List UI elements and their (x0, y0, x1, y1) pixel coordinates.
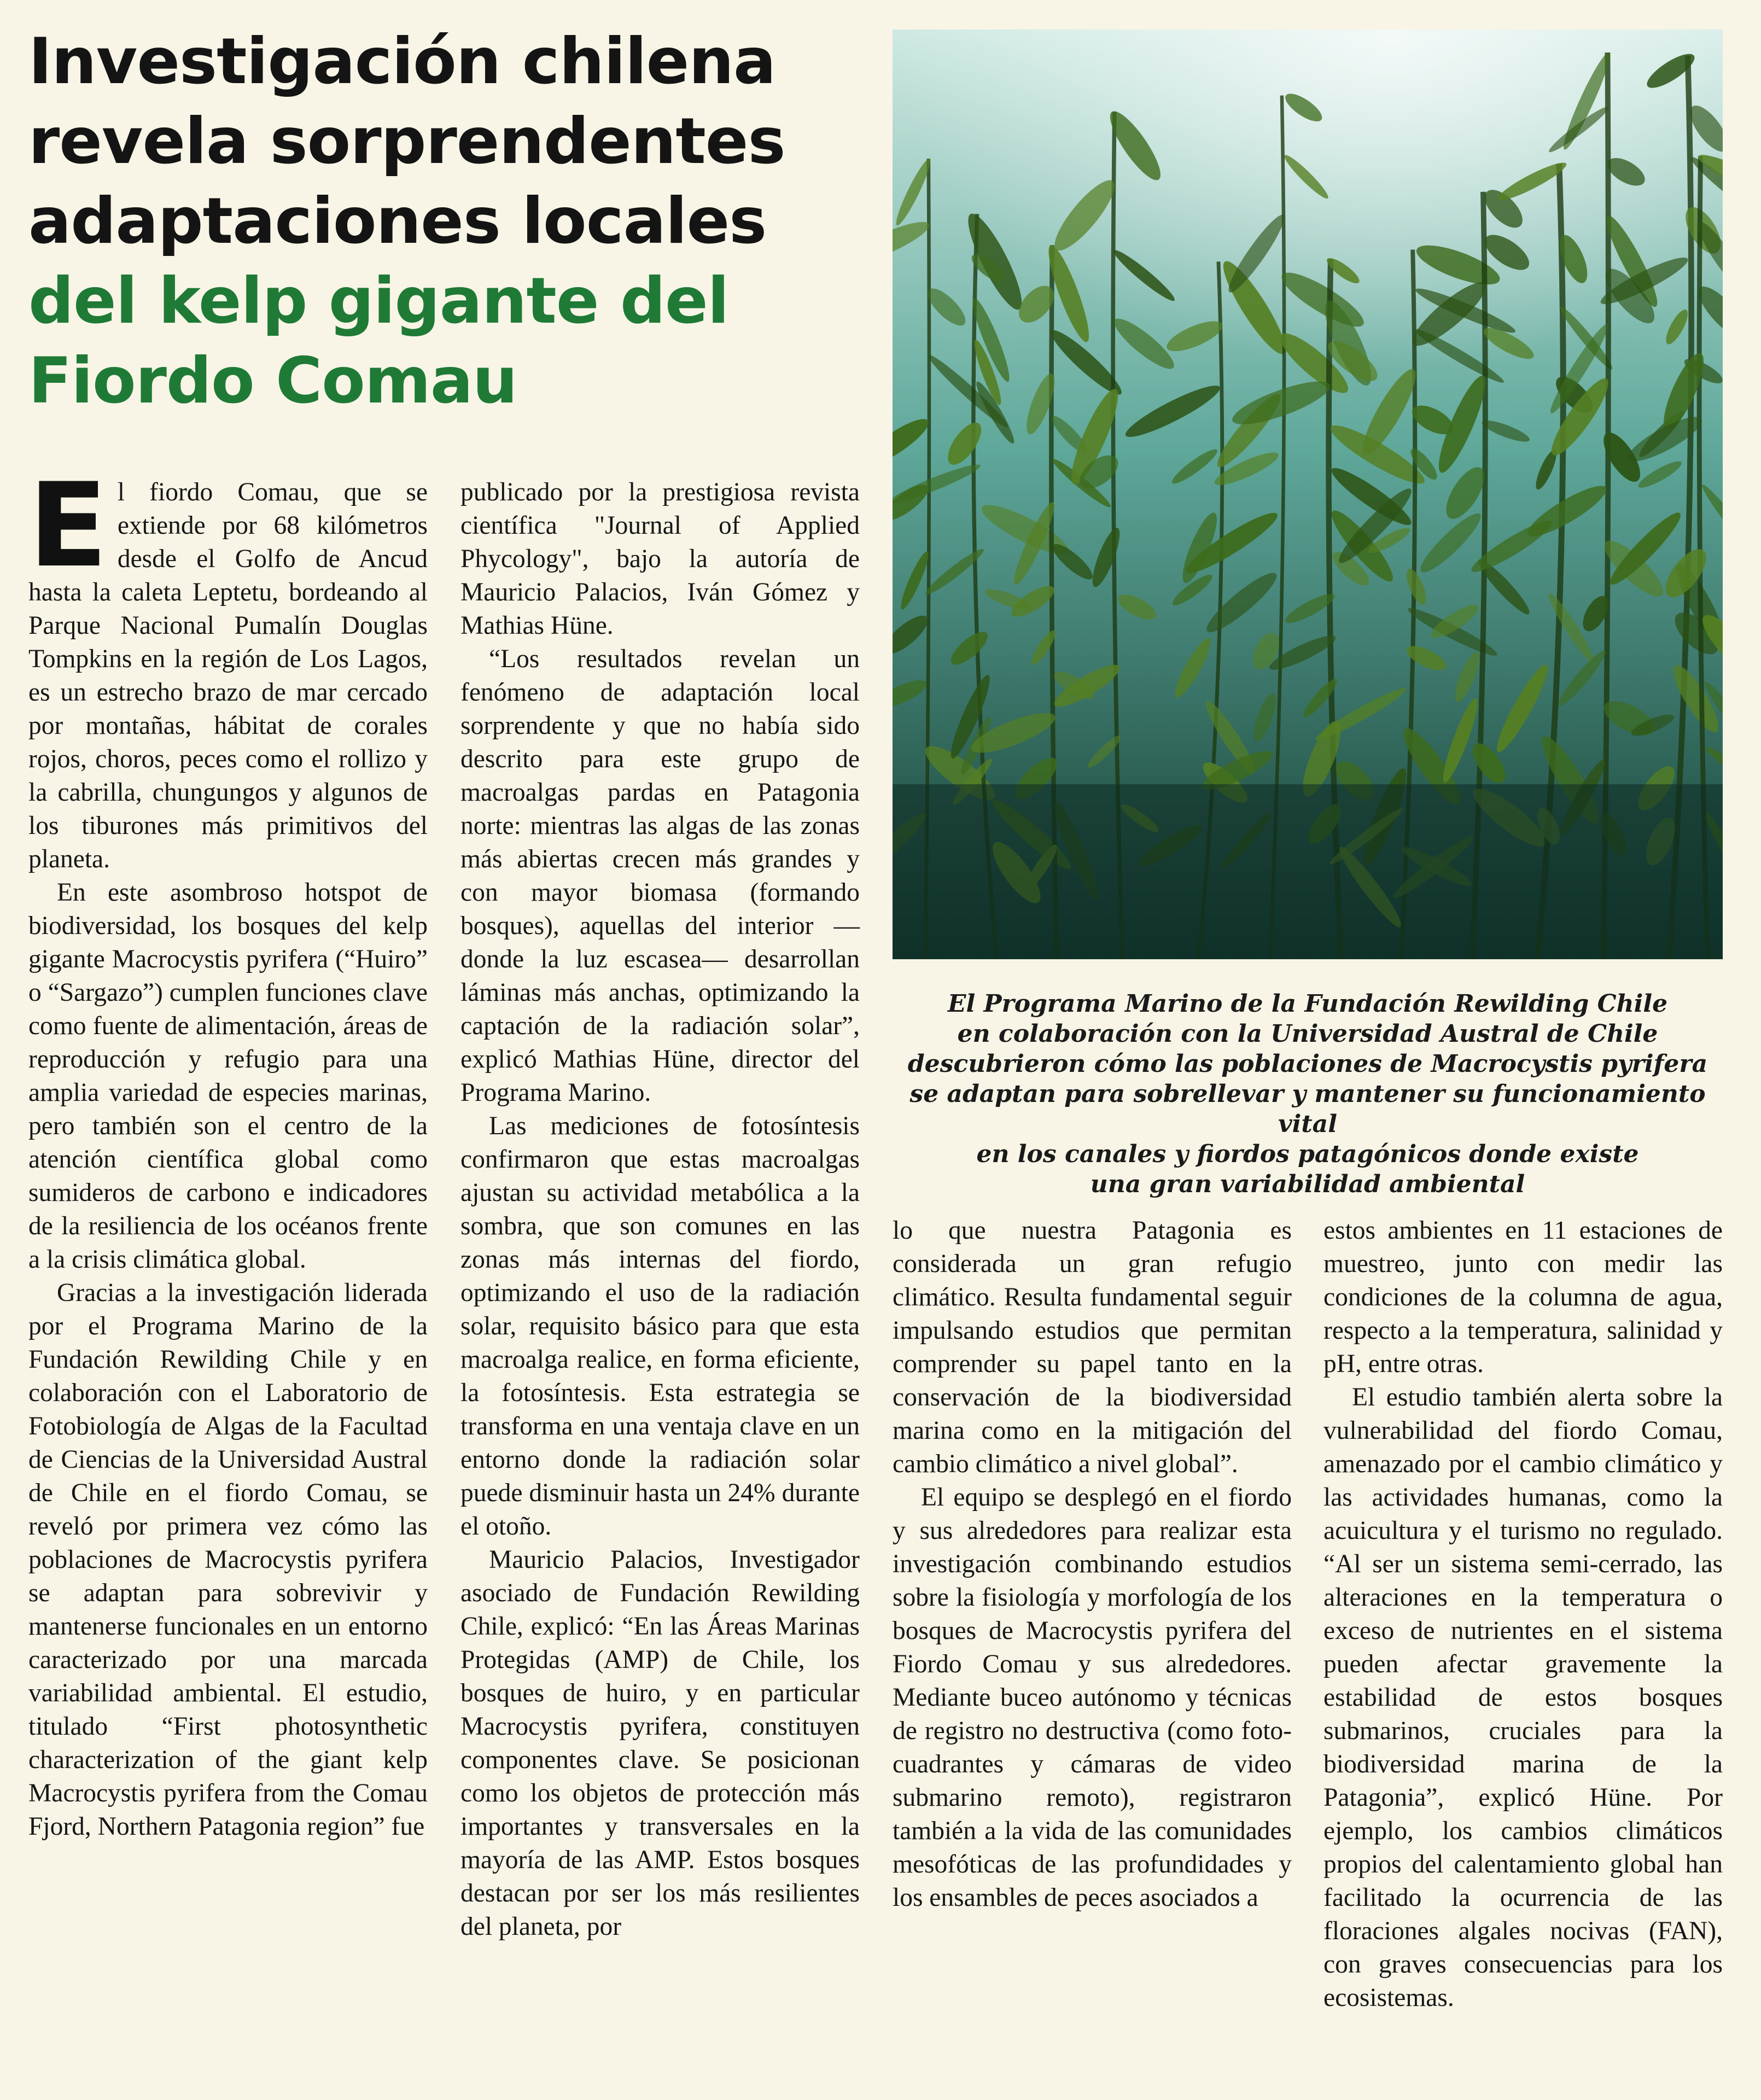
article-paragraph: lo que nuestra Patagonia es considerada un gran refugio climático. Resulta fundamental seguir impulsando estudios que permitan comprender su papel tanto en la conservación de la biodiversidad marina como en la mitigación del cambio climático a nivel global”. (893, 1216, 1292, 1478)
kelp-forest-illustration (893, 30, 1723, 959)
drop-cap: E (28, 458, 108, 593)
caption-line: en colaboración con la Universidad Austral de Chile (957, 1020, 1658, 1048)
article-paragraph: Las mediciones de fotosíntesis confirmaron que estas macroalgas ajustan su actividad metabólica a la sombra, que son comunes en las zonas más internas del fiordo, optimizando el uso de la radiación solar, requisito básico para que esta macroalga realice, en forma eficiente, la fotosíntesis. Esta estrategia se transforma en una ventaja clave en un entorno donde la radiación solar puede disminuir hasta un 24% durante el otoño. (460, 1112, 860, 1541)
photo-caption (893, 989, 1723, 1199)
article-paragraph: Mauricio Palacios, Investigador asociado de Fundación Rewilding Chile, explicó: “En las Áreas Marinas Protegidas (AMP) de Chile, los bosques de huiro, y en particular Macrocystis pyrifera, constituyen componentes clave. Se posicionan como los objetos de protección más importantes y transversales en la mayoría de las AMP. Estos bosques destacan por ser los más resilientes del planeta, por (460, 1545, 860, 1941)
article-paragraph (28, 458, 428, 876)
headline-line: revela sorprendentes (28, 104, 785, 178)
headline (28, 22, 882, 421)
article-paragraph: “Los resultados revelan un fenómeno de adaptación local sorprendente y que no había sido descrito para este grupo de macroalgas pardas en Patagonia norte: mientras las algas de las zonas más abiertas crecen más grandes y con mayor biomasa (formando bosques), aquellas del interior —donde la luz escasea— desarrollan láminas más anchas, optimizando la captación de la radiación solar”, explicó Mathias Hüne, director del Programa Marino. (460, 645, 860, 1107)
article-paragraph: publicado por la prestigiosa revista científica "Journal of Applied Phycology", bajo la autoría de Mauricio Palacios, Iván Gómez y Mathias Hüne. (460, 478, 860, 640)
article-column-1 (28, 458, 428, 1844)
caption-line: El Programa Marino de la Fundación Rewilding Chile (947, 990, 1668, 1018)
caption-line: se adaptan para sobrellevar y mantener su funcionamiento vital (909, 1080, 1706, 1138)
article-column-3 (893, 1214, 1292, 1915)
headline-line: Investigación chilena (28, 25, 776, 98)
headline-line: adaptaciones locales (28, 184, 767, 258)
kelp-forest-photo (893, 30, 1723, 959)
caption-line: una gran variabilidad ambiental (1090, 1170, 1525, 1198)
article-column-2 (460, 476, 860, 1944)
article-paragraph: El equipo se desplegó en el fiordo y sus alrededores para realizar esta investigación combinando estudios sobre la fisiología y morfología de los bosques de Macrocystis pyrifera del Fiordo Comau y sus alrededores. Mediante buceo autónomo y técnicas de registro no destructiva (como foto-cuadrantes y cámaras de video submarino remoto), registraron también a la vida de las comunidades mesofóticas de las profundidades y los ensambles de peces asociados a (893, 1483, 1292, 1912)
article-paragraph: Gracias a la investigación liderada por el Programa Marino de la Fundación Rewilding Chile y en colaboración con el Laboratorio de Fotobiología de Algas de la Facultad de Ciencias de la Universidad Austral de Chile en el fiordo Comau, se reveló por primera vez cómo las poblaciones de Macrocystis pyrifera se adaptan para sobrevivir y mantenerse funcionales en un entorno caracterizado por una marcada variabilidad ambiental. El estudio, titulado “First photosynthetic characterization of the giant kelp Macrocystis pyrifera from the Comau Fjord, Northern Patagonia region” fue (28, 1279, 428, 1841)
seafloor-shadow (893, 784, 1723, 959)
article-paragraph: El estudio también alerta sobre la vulnerabilidad del fiordo Comau, amenazado por el cambio climático y las actividades humanas, como la acuicultura y el turismo no regulado. “Al ser un sistema semi-cerrado, las alteraciones en la temperatura o exceso de nutrientes en el sistema pueden afectar gravemente la estabilidad de estos bosques submarinos, cruciales para la biodiversidad marina de la Patagonia”, explicó Hüne. Por ejemplo, los cambios climáticos propios del calentamiento global han facilitado la ocurrencia de las floraciones algales nocivas (FAN), con graves consecuencias para los ecosistemas. (1323, 1383, 1723, 2012)
article-paragraph: estos ambientes en 11 estaciones de muestreo, junto con medir las condiciones de la columna de agua, respecto a la temperatura, salinidad y pH, entre otras. (1323, 1216, 1723, 1378)
article-paragraph: En este asombroso hotspot de biodiversidad, los bosques del kelp gigante Macrocystis pyrifera (“Huiro” o “Sargazo”) cumplen funciones clave como fuente de alimentación, áreas de reproducción y refugio para una amplia variedad de especies marinas, pero también son el centro de la atención científica global como sumideros de carbono e indicadores de la resiliencia de los océanos frente a la crisis climática global. (28, 878, 428, 1274)
headline-line-green: del kelp gigante del (28, 264, 729, 338)
headline-line-green: Fiordo Comau (28, 344, 517, 418)
caption-line: descubrieron cómo las poblaciones de Macrocystis pyrifera (907, 1050, 1708, 1078)
caption-line: en los canales y fiordos patagónicos donde existe (976, 1140, 1639, 1168)
article-column-4 (1323, 1214, 1723, 2015)
paragraph-text: l fiordo Comau, que se extiende por 68 kilómetros desde el Golfo de Ancud hasta la caleta Leptetu, bordeando al Parque Nacional Pumalín Douglas Tompkins en la región de Los Lagos, es un estrecho brazo de mar cercado por montañas, hábitat de corales rojos, choros, peces como el rollizo y la cabrilla, chungungos y algunos de los tiburones más primitivos del planeta. (28, 478, 428, 873)
